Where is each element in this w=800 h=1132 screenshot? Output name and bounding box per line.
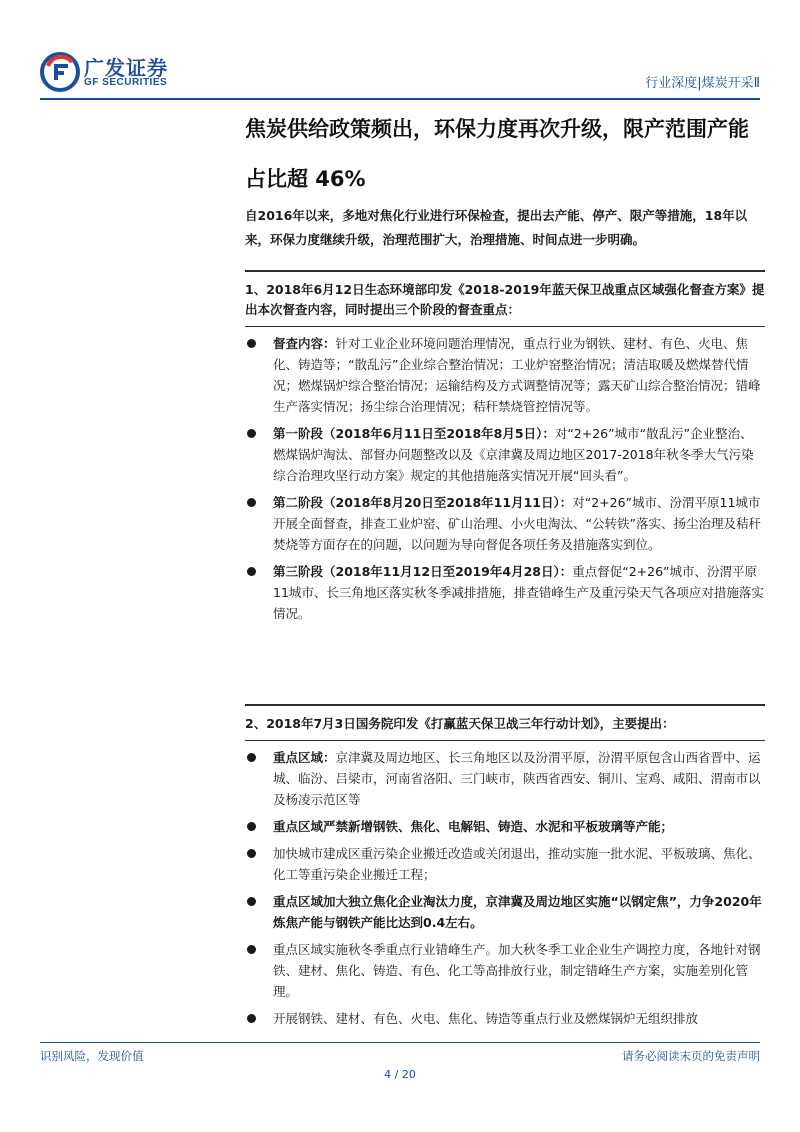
footer-slogan: 识别风险，发现价值	[40, 1049, 144, 1063]
footer-divider	[40, 1042, 760, 1043]
item-lead: 第三阶段（2018年11月12日至2019年4月28日）：	[273, 564, 573, 579]
item-lead: 督查内容：	[273, 336, 336, 351]
list-item	[245, 939, 765, 1002]
item-lead: 重点区域：	[273, 750, 336, 765]
section-2-heading: 2、2018年7月3日国务院印发《打赢蓝天保卫战三年行动计划》，主要提出：	[245, 714, 765, 741]
section-2-top-rule	[245, 704, 765, 706]
header-divider	[40, 98, 760, 100]
logo-text-en: GF SECURITIES	[84, 77, 168, 88]
item-lead: 重点区域加大独立焦化企业淘汰力度，京津冀及周边地区实施“以钢定焦”，力争2020年炼焦产能与钢铁产能比达到0.4左右。	[273, 894, 762, 930]
page-number: 4 / 20	[384, 1068, 416, 1081]
list-item	[245, 423, 765, 486]
item-text: 对“2+26”城市、汾渭平原11城市开展全面督查，排查工业炉窑、矿山治理、小火电淘汰、“公转铁”落实、扬尘治理及秸秆焚烧等方面存在的问题，以问题为导向督促各项任务及措施落实到位。	[273, 495, 761, 552]
list-item	[245, 561, 765, 624]
logo-text-cn: 广发证券	[84, 56, 168, 80]
section-1-list	[245, 333, 765, 624]
item-text: 重点区域实施秋冬季重点行业错峰生产。加大秋冬季工业企业生产调控力度，各地针对钢铁、建材、焦化、铸造、有色、化工等高排放行业，制定错峰生产方案，实施差别化管理。	[273, 942, 761, 999]
item-text: 加快城市建成区重污染企业搬迁改造或关闭退出，推动实施一批水泥、平板玻璃、焦化、化工等重污染企业搬迁工程；	[273, 846, 761, 882]
list-item	[245, 492, 765, 555]
doc-category-tag: 行业深度|煤炭开采Ⅱ	[645, 76, 760, 91]
footer-disclaimer-note: 请务必阅读末页的免责声明	[622, 1049, 760, 1063]
list-item	[245, 843, 765, 885]
bullet-icon	[247, 849, 256, 858]
section-1	[245, 270, 765, 624]
section-1-top-rule	[245, 270, 765, 272]
section-1-heading: 1、2018年6月12日生态环境部印发《2018-2019年蓝天保卫战重点区域强化督查方案》提出本次督查内容，同时提出三个阶段的督查重点：	[245, 280, 765, 327]
section-title: 焦炭供给政策频出，环保力度再次升级，限产范围产能占比超 46%	[245, 117, 749, 191]
item-lead: 第一阶段（2018年6月11日至2018年8月5日）：	[273, 426, 555, 441]
bullet-icon	[247, 429, 256, 438]
list-item	[245, 1008, 765, 1029]
section-2	[245, 704, 765, 1029]
item-lead: 第二阶段（2018年8月20日至2018年11月11日）：	[273, 495, 573, 510]
list-item	[245, 333, 765, 417]
item-lead: 重点区域严禁新增钢铁、焦化、电解铝、铸造、水泥和平板玻璃等产能；	[273, 819, 674, 834]
list-item	[245, 816, 765, 837]
page-header	[40, 50, 760, 98]
section-2-list	[245, 747, 765, 1029]
item-text: 开展钢铁、建材、有色、火电、焦化、铸造等重点行业及燃煤锅炉无组织排放	[273, 1011, 699, 1026]
company-logo	[40, 50, 190, 98]
item-text: 对“2+26”城市“散乱污”企业整治、燃煤锅炉淘汰、部督办问题整改以及《京津冀及周边地区2017-2018年秋冬季大气污染综合治理攻坚行动方案》规定的其他措施落实情况开展“回头看”。	[273, 426, 754, 483]
bullet-icon	[247, 339, 256, 348]
bullet-icon	[247, 945, 256, 954]
bullet-icon	[247, 498, 256, 507]
bullet-icon	[247, 897, 256, 906]
item-text: 京津冀及周边地区、长三角地区以及汾渭平原，汾渭平原包含山西省晋中、运城、临汾、吕梁市，河南省洛阳、三门峡市，陕西省西安、铜川、宝鸡、咸阳、渭南市以及杨凌示范区等	[273, 750, 761, 807]
list-item	[245, 891, 765, 933]
list-item	[245, 747, 765, 810]
item-text: 针对工业企业环境问题治理情况，重点行业为钢铁、建材、有色、火电、焦化、铸造等；“散乱污”企业综合整治情况；工业炉窑整治情况；清洁取暖及燃煤替代情况；燃煤锅炉综合整治情况；运输结构及方式调整情况等；露天矿山综合整治情况；错峰生产落实情况；扬尘综合治理情况；秸秆禁烧管控情况等。	[273, 336, 761, 414]
intro-paragraph: 自2016年以来，多地对焦化行业进行环保检查，提出去产能、停产、限产等措施，18年以来，环保力度继续升级，治理范围扩大，治理措施、时间点进一步明确。	[245, 208, 748, 247]
bullet-icon	[247, 822, 256, 831]
bullet-icon	[247, 567, 256, 576]
bullet-icon	[247, 1014, 256, 1023]
bullet-icon	[247, 753, 256, 762]
item-text: 重点督促“2+26”城市、汾渭平原11城市、长三角地区落实秋冬季减排措施，排查错峰生产及重污染天气各项应对措施落实情况。	[273, 564, 764, 621]
gf-logo-icon	[40, 52, 80, 92]
